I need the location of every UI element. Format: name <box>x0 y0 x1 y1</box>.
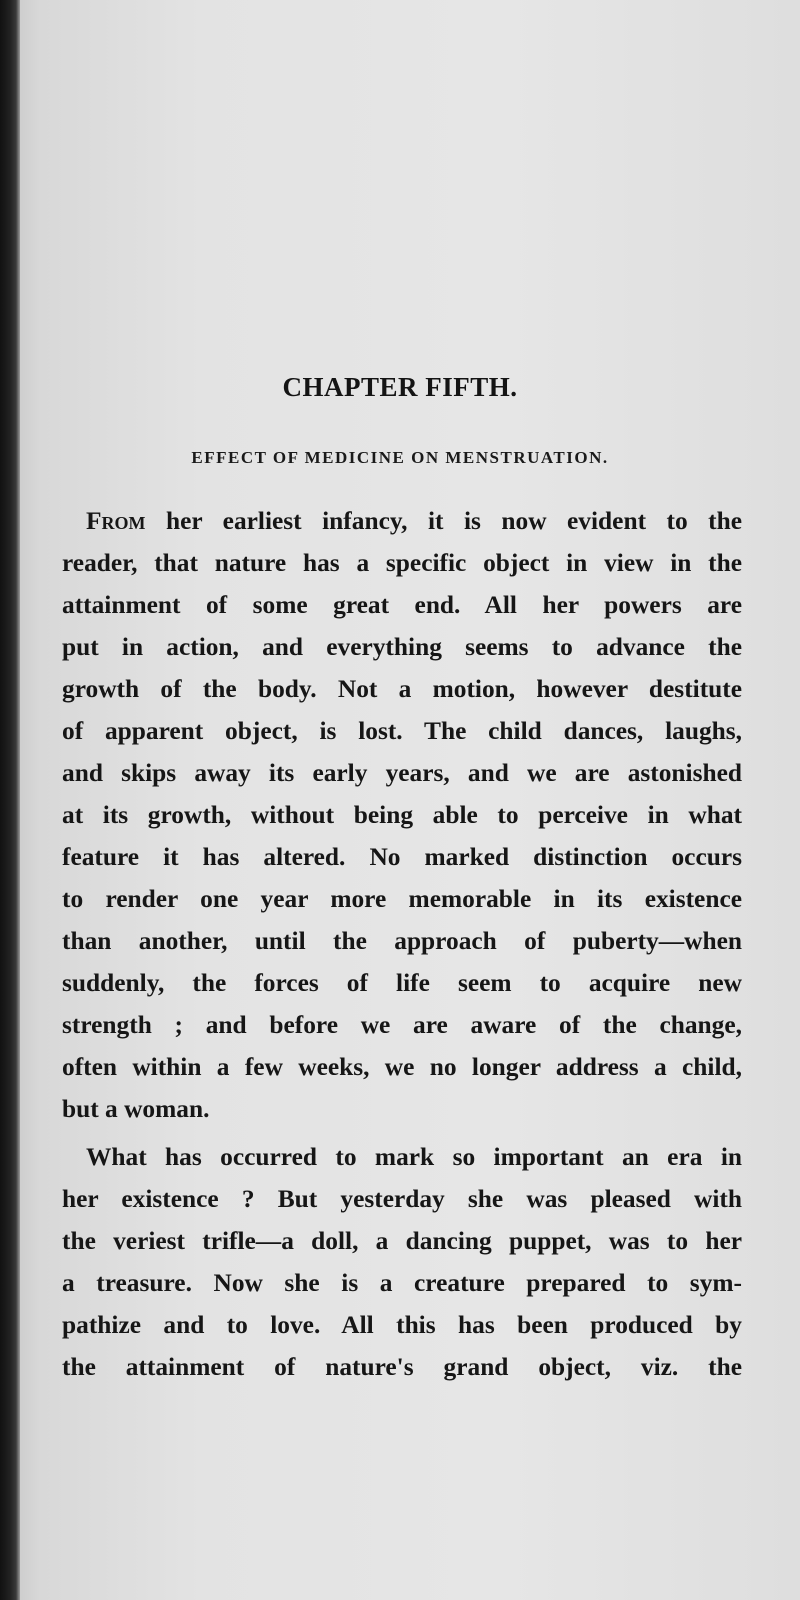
chapter-title: CHAPTER FIFTH. <box>282 372 518 402</box>
book-binding-edge <box>0 0 20 1600</box>
text-line: her existence ? But yesterday she was pleased with <box>62 1185 742 1213</box>
text-line: attainment of some great end. All her powers are <box>62 591 742 619</box>
text-line: From her earliest infancy, it is now evident to the <box>86 507 742 535</box>
text-line: than another, until the approach of puberty—when <box>62 927 742 955</box>
text-line: and skips away its early years, and we are astonished <box>62 759 742 787</box>
text-line: growth of the body. Not a motion, however destitute <box>62 675 742 703</box>
text-line: the attainment of nature's grand object, viz. the <box>62 1353 742 1381</box>
text-line: at its growth, without being able to perceive in what <box>62 801 742 829</box>
text-line: suddenly, the forces of life seem to acquire new <box>62 969 742 997</box>
text-line: the veriest trifle—a doll, a dancing puppet, was to her <box>62 1227 742 1255</box>
text-line: to render one year more memorable in its existence <box>62 885 742 913</box>
chapter-subtitle: EFFECT OF MEDICINE ON MENSTRUATION. <box>191 448 609 467</box>
text-line: pathize and to love. All this has been produced by <box>62 1311 742 1339</box>
text-line: strength ; and before we are aware of the change, <box>62 1011 742 1039</box>
text-line: a treasure. Now she is a creature prepared to sym- <box>62 1269 742 1297</box>
text-line: reader, that nature has a specific object in view in the <box>62 549 742 577</box>
text-line: but a woman. <box>62 1095 210 1123</box>
text-line: of apparent object, is lost. The child dances, laughs, <box>62 717 742 745</box>
text-line: often within a few weeks, we no longer address a child, <box>62 1053 742 1081</box>
text-line: feature it has altered. No marked distinction occurs <box>62 843 742 871</box>
text-line: put in action, and everything seems to advance the <box>62 633 742 661</box>
text-line: What has occurred to mark so important an era in <box>86 1143 742 1171</box>
body-text <box>62 500 742 1388</box>
dropcap-word: From <box>86 507 146 535</box>
